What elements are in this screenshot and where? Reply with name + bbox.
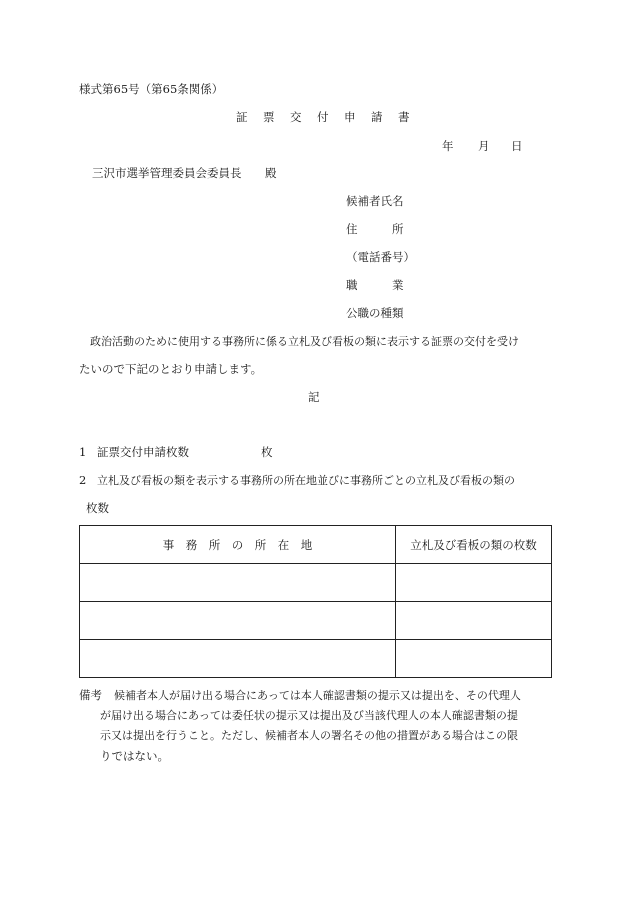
occupation-label: 職 業 [346, 278, 404, 292]
table-row [80, 564, 552, 602]
candidate-name-label: 候補者氏名 [346, 194, 404, 208]
body-line-2: たいので下記のとおり申請します。 [79, 362, 263, 376]
address-label: 住 所 [346, 222, 404, 236]
body-line-1: 政治活動のために使用する事務所に係る立札及び看板の類に表示する証票の交付を受け [90, 335, 519, 348]
date-year-label: 年 [442, 139, 454, 153]
form-number: 様式第65号（第65条関係） [79, 82, 224, 96]
note-line-2: が届け出る場合にあっては委任状の提示又は提出及び当該代理人の本人確認書類の提 [100, 709, 518, 722]
phone-label: （電話番号） [346, 250, 415, 264]
addressee-honorific: 殿 [265, 166, 277, 180]
item-2-line-1: 立札及び看板の類を表示する事務所の所在地並びに事務所ごとの立札及び看板の類の [97, 474, 515, 487]
table-cell-count [396, 602, 552, 640]
item-1-unit: 枚 [261, 445, 273, 459]
table-cell-location [80, 602, 396, 640]
note-line-4: りではない。 [100, 749, 169, 763]
page-title: 証 票 交 付 申 請 書 [236, 110, 412, 124]
item-1-label: 証票交付申請枚数 [97, 445, 189, 459]
table-cell-location [80, 564, 396, 602]
table-cell-count [396, 564, 552, 602]
office-location-table [79, 525, 552, 678]
table-row [80, 602, 552, 640]
date-day-label: 日 [511, 139, 523, 153]
note-line-1: 候補者本人が届け出る場合にあっては本人確認書類の提示又は提出を、その代理人 [114, 689, 521, 702]
note-label: 備考 [79, 688, 102, 702]
table-cell-count [396, 640, 552, 678]
table-header-location: 事 務 所 の 所 在 地 [80, 526, 396, 564]
ki-marker: 記 [308, 390, 320, 404]
date-month-label: 月 [478, 139, 490, 153]
item-2-number: 2 [79, 473, 87, 487]
addressee-name: 三沢市選挙管理委員会委員長 [92, 166, 242, 180]
table-row [80, 640, 552, 678]
table-cell-location [80, 640, 396, 678]
public-office-label: 公職の種類 [346, 306, 404, 320]
note-body [100, 686, 555, 766]
item-2-line-2: 枚数 [86, 501, 109, 515]
table-header-count: 立札及び看板の類の枚数 [396, 526, 552, 564]
table-header-row [80, 526, 552, 564]
note-line-3: 示又は提出を行うこと。ただし、候補者本人の署名その他の措置がある場合はこの限 [100, 729, 518, 742]
item-1-number: 1 [79, 445, 87, 459]
